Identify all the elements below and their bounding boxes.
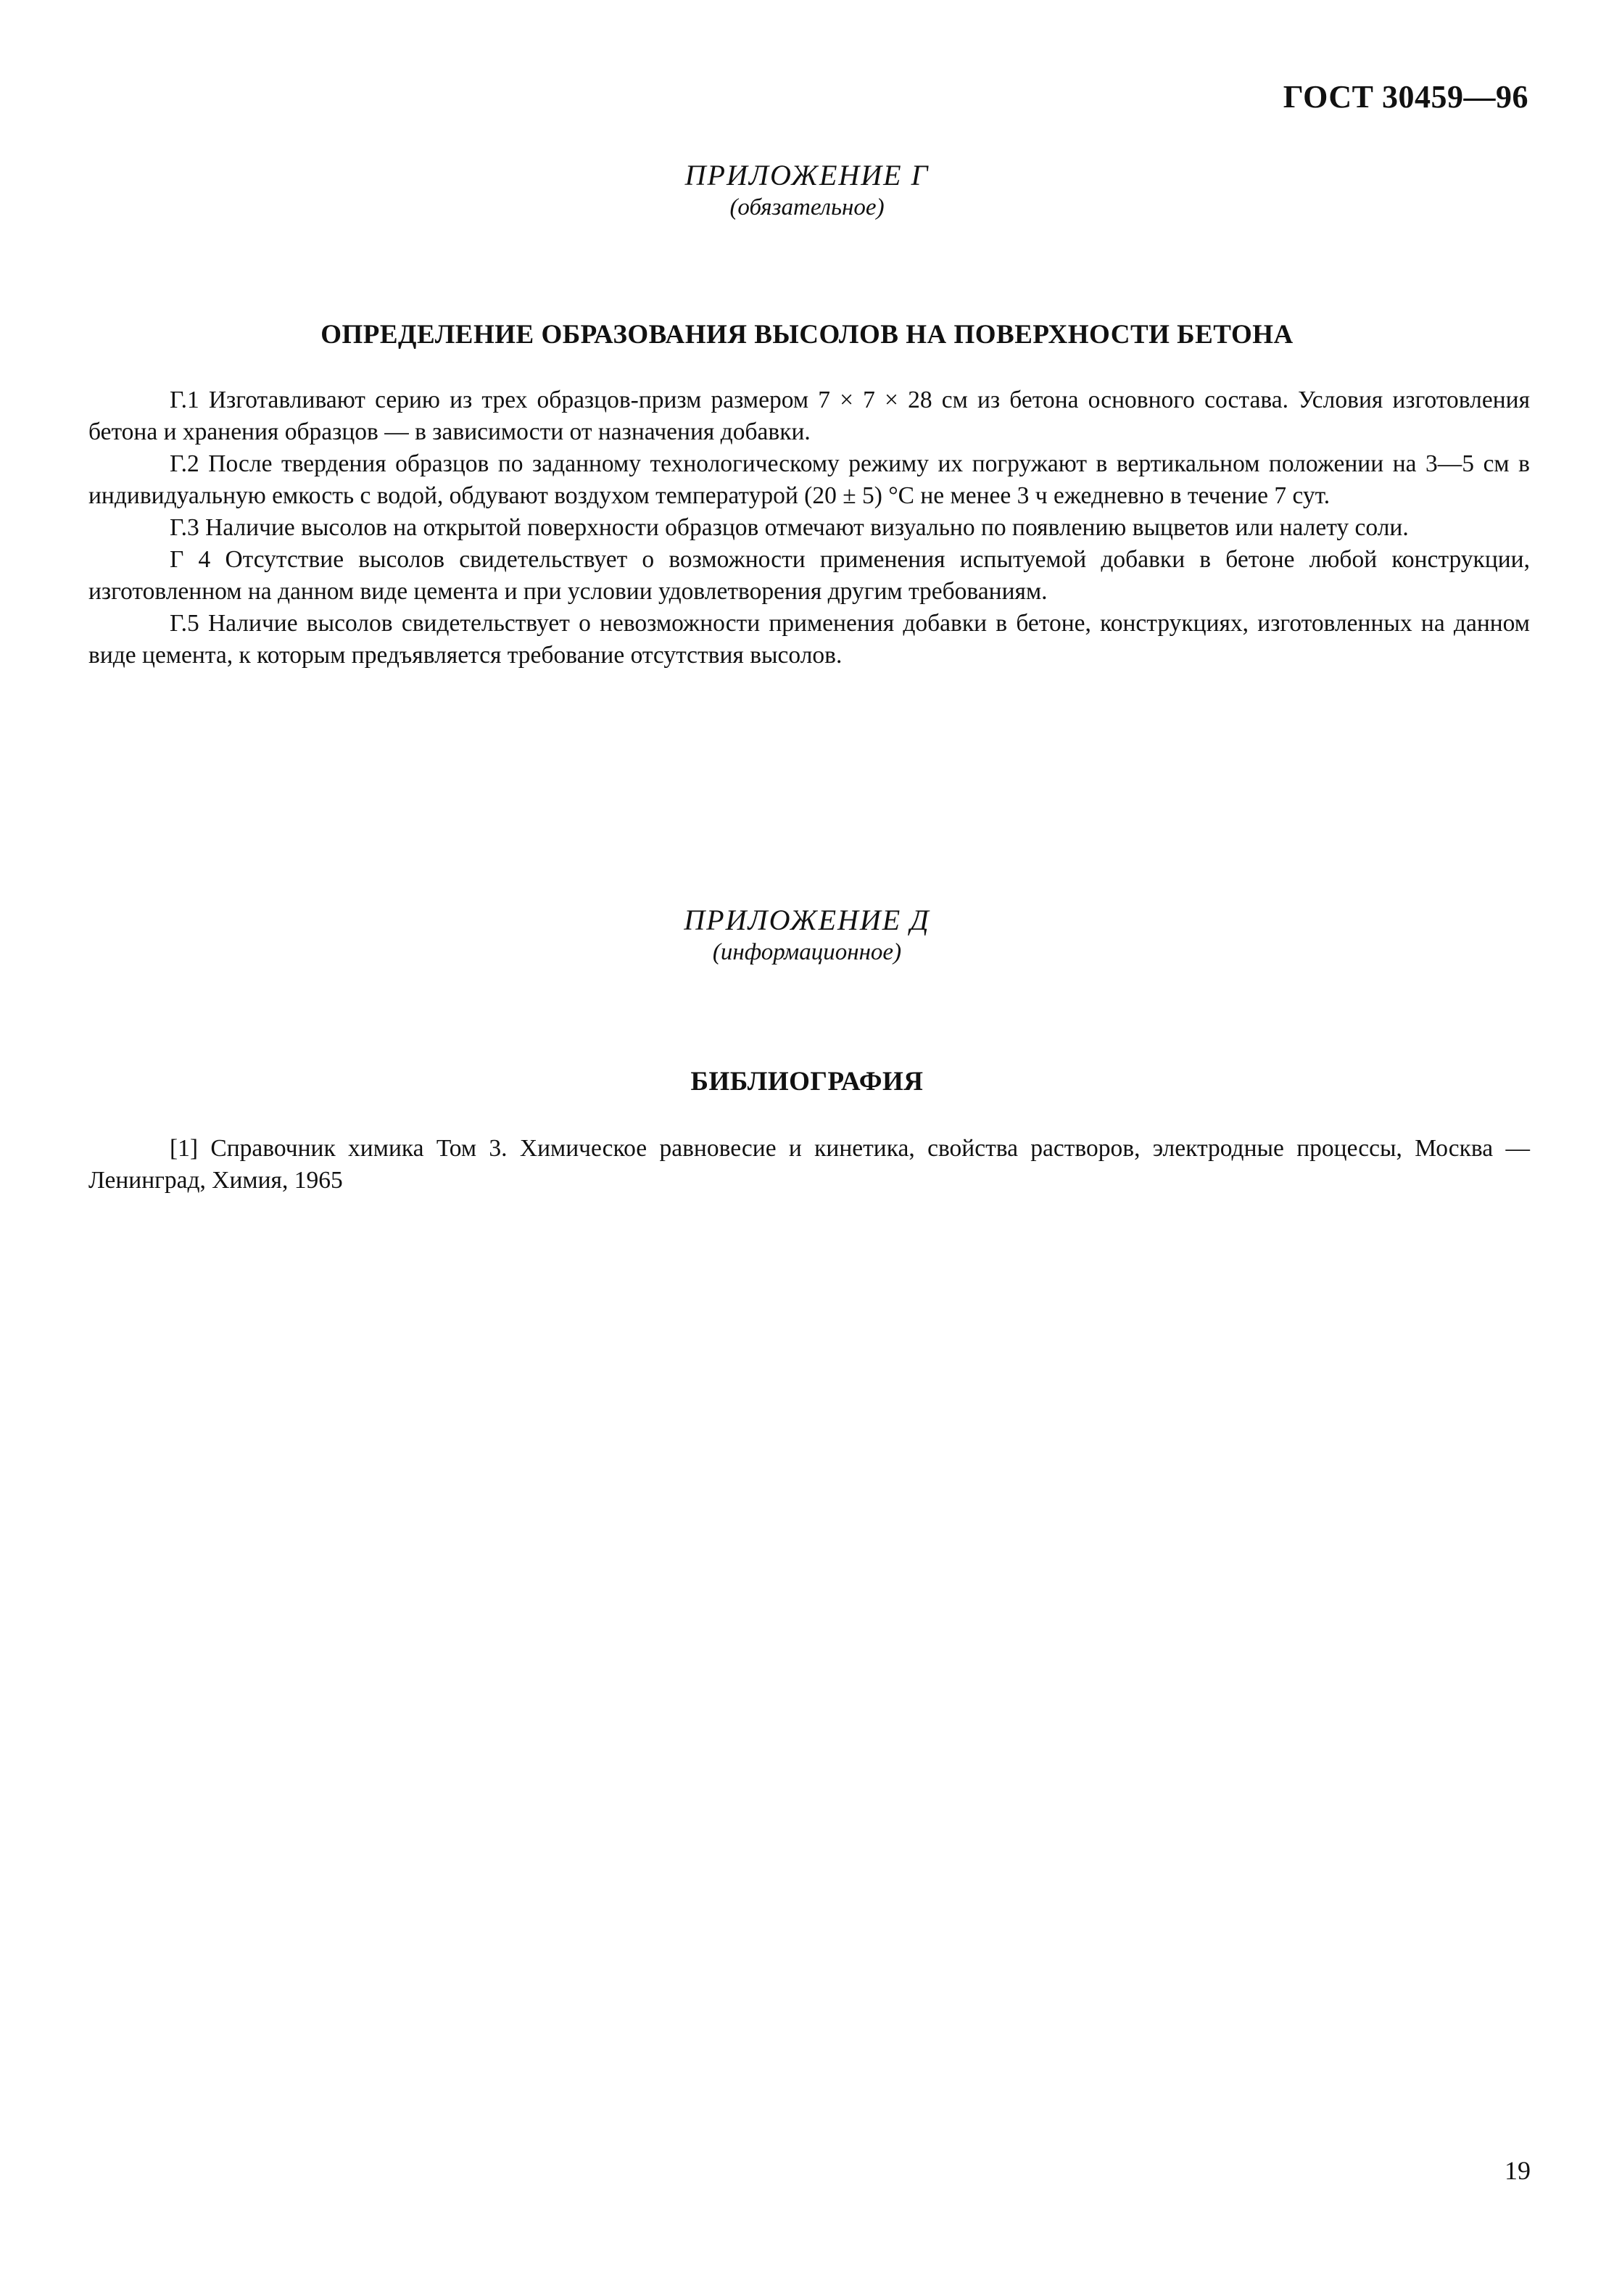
- appendix-d-header: [0, 903, 1614, 967]
- paragraph-g5: Г.5 Наличие высолов свидетельствует о невозможности применения добавки в бетоне, конструкциях, изготовленных на данном виде цемента, к которым предъявляется требование отсутствия высолов.: [88, 610, 1530, 669]
- appendix-g-title: ПРИЛОЖЕНИЕ Г: [684, 159, 930, 191]
- appendix-d-status: (информационное): [712, 939, 902, 965]
- appendix-d-title: ПРИЛОЖЕНИЕ Д: [684, 904, 930, 936]
- appendix-g-body: [88, 384, 1530, 672]
- bibliography-list: [88, 1133, 1530, 1197]
- paragraph-g2: Г.2 После твердения образцов по заданному технологическому режиму их погружают в вертикальном положении на 3—5 см в индивидуальную емкость с водой, обдувают воздухом температурой (20 ± 5) °С не менее 3 ч ежедневно в течение 7 сут.: [88, 450, 1530, 509]
- paragraph-g4: Г 4 Отсутствие высолов свидетельствует о возможности применения испытуемой добавки в бетоне любой конструкции, изготовленном на данном виде цемента и при условии удовлетворения другим требованиям.: [88, 546, 1530, 605]
- paragraph-g1: Г.1 Изготавливают серию из трех образцов-призм размером 7 × 7 × 28 см из бетона основного состава. Условия изготовления бетона и хранения образцов — в зависимости от назначения добавки.: [88, 387, 1530, 445]
- appendix-g-header: [0, 158, 1614, 222]
- document-code: ГОСТ 30459—96: [1283, 79, 1528, 115]
- appendix-g-status: (обязательное): [729, 194, 885, 220]
- bibliography-heading: БИБЛИОГРАФИЯ: [690, 1067, 924, 1097]
- appendix-g-heading: ОПРЕДЕЛЕНИЕ ОБРАЗОВАНИЯ ВЫСОЛОВ НА ПОВЕРХНОСТИ БЕТОНА: [320, 320, 1294, 350]
- page-number: 19: [1505, 2156, 1531, 2185]
- paragraph-g3: Г.3 Наличие высолов на открытой поверхности образцов отмечают визуально по появлению выцветов или налету соли.: [170, 514, 1409, 541]
- bibliography-entry: [1] Справочник химика Том 3. Химическое равновесие и кинетика, свойства растворов, электродные процессы, Москва — Ленинград, Химия, 1965: [88, 1135, 1530, 1194]
